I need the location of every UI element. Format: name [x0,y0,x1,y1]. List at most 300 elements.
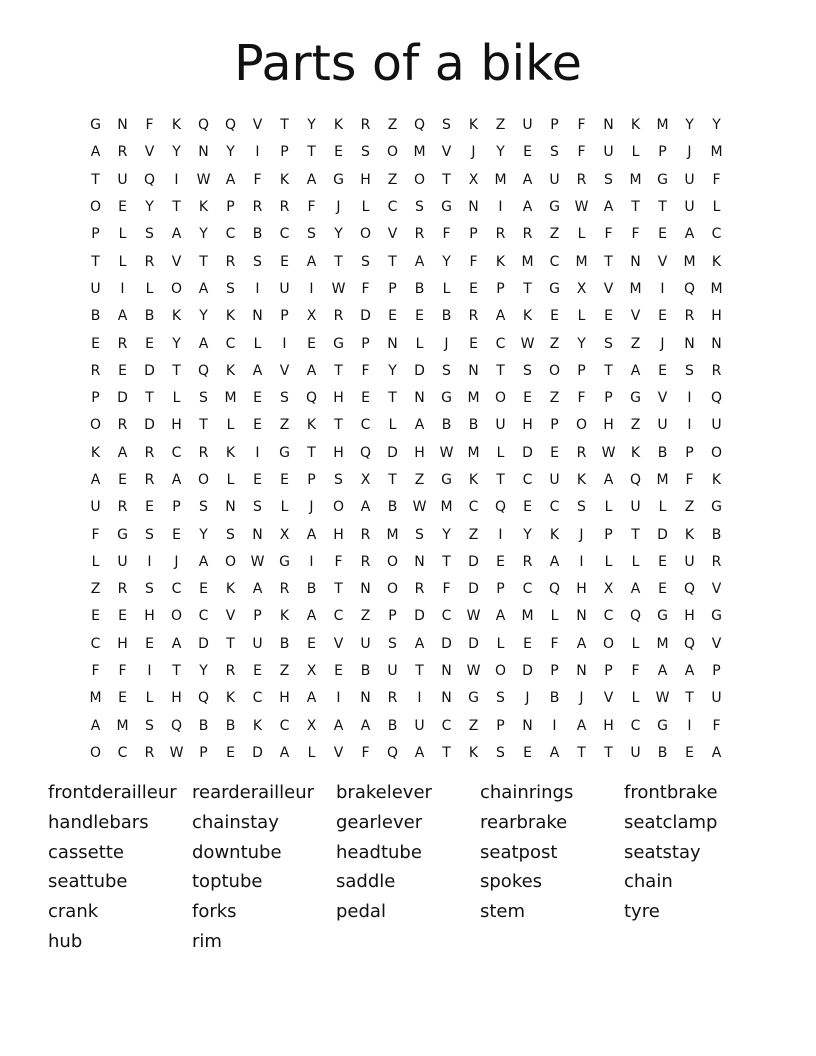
grid-letter: F [361,280,370,297]
grid-letter: E [118,362,127,379]
grid-letter: P [253,608,262,625]
grid-letter: S [334,472,343,488]
grid-letter: T [442,744,451,761]
grid-letter: I [309,553,314,570]
grid-letter: R [333,308,344,325]
grid-letter: L [442,280,451,297]
grid-letter: U [630,499,641,516]
grid-letter: H [522,417,533,434]
grid-letter: E [334,144,343,161]
grid-letter: E [172,526,181,543]
grid-letter: A [414,744,425,761]
grid-letter: Q [197,117,210,134]
grid-letter: S [496,744,505,761]
grid-letter: A [252,581,263,598]
grid-letter: N [603,117,614,134]
grid-letter: X [306,663,317,680]
grid-letter: P [91,390,100,407]
grid-letter: J [471,144,476,161]
grid-letter: Z [387,117,398,134]
grid-letter: Y [307,117,316,134]
grid-letter: V [657,390,668,407]
grid-letter: N [468,362,479,379]
grid-letter: S [226,526,235,543]
grid-letter: V [279,362,290,379]
grid-letter: A [684,663,695,680]
grid-letter: R [117,144,128,161]
grid-row [82,276,730,303]
grid-letter: X [306,308,317,325]
grid-letter: Q [305,390,318,407]
grid-letter: P [388,280,397,297]
grid-letter: Z [468,717,479,734]
grid-letter: A [522,199,533,216]
grid-letter: I [309,280,314,297]
grid-letter: E [199,581,208,598]
grid-letter: O [170,608,183,625]
grid-letter: I [147,663,152,680]
grid-letter: L [496,635,505,652]
grid-letter: A [90,717,101,734]
grid-letter: H [576,581,587,598]
grid-letter: R [117,417,128,434]
grid-letter: D [522,444,533,461]
grid-letter: U [414,717,425,734]
grid-letter: N [387,335,398,352]
grid-letter: R [711,362,722,379]
grid-letter: Y [199,663,208,680]
grid-letter: M [89,690,102,707]
grid-letter: I [687,417,692,434]
grid-letter: F [361,744,370,761]
grid-letter: D [387,444,398,461]
grid-letter: L [631,144,640,161]
grid-letter: I [282,335,287,352]
grid-letter: Y [226,144,235,161]
grid-letter: W [169,744,184,761]
grid-letter: G [333,335,344,352]
grid-letter: K [333,117,344,134]
grid-letter: E [226,744,235,761]
grid-letter: P [469,226,478,243]
grid-letter: I [498,199,503,216]
grid-letter: C [171,581,182,598]
grid-letter: K [279,171,290,188]
grid-letter: R [144,472,155,488]
grid-letter: T [199,417,208,434]
grid-letter: W [601,444,616,461]
grid-letter: M [413,144,426,161]
grid-row [82,467,730,494]
word-search-grid [82,112,730,767]
grid-letter: Q [494,499,507,516]
grid-letter: P [685,444,694,461]
grid-letter: S [307,226,316,243]
grid-letter: K [630,117,641,134]
grid-letter: L [577,308,586,325]
grid-row [82,358,730,385]
grid-letter: M [224,390,237,407]
grid-letter: U [279,280,290,297]
grid-letter: A [576,717,587,734]
grid-letter: M [521,608,534,625]
grid-letter: K [468,117,479,134]
grid-letter: T [415,663,424,680]
word-list-item: hub [48,930,83,952]
grid-letter: U [711,417,722,434]
grid-letter: F [118,663,127,680]
grid-letter: S [361,144,370,161]
grid-letter: P [280,144,289,161]
grid-letter: B [387,499,398,516]
grid-letter: A [306,526,317,543]
grid-letter: A [252,362,263,379]
grid-row [82,576,730,603]
grid-letter: J [660,335,665,352]
grid-letter: K [171,308,182,325]
grid-letter: O [224,553,237,570]
grid-letter: E [658,308,667,325]
grid-letter: E [253,663,262,680]
grid-letter: H [711,308,722,325]
grid-letter: I [255,144,260,161]
grid-letter: B [711,526,722,543]
grid-letter: Q [359,444,372,461]
grid-letter: T [307,444,316,461]
grid-letter: R [414,226,425,243]
grid-letter: B [279,635,290,652]
grid-letter: V [441,144,452,161]
grid-letter: V [711,635,722,652]
grid-letter: T [685,690,694,707]
grid-letter: G [657,608,668,625]
grid-letter: S [685,362,694,379]
grid-letter: B [225,717,236,734]
grid-letter: B [549,690,560,707]
grid-letter: E [550,308,559,325]
grid-row [82,603,730,630]
grid-letter: L [388,417,397,434]
grid-letter: D [414,362,425,379]
grid-letter: E [253,417,262,434]
word-list-item: rearderailleur [192,782,315,803]
grid-letter: R [198,444,209,461]
grid-letter: C [225,335,236,352]
grid-letter: C [603,608,614,625]
grid-letter: C [468,499,479,516]
grid-letter: G [441,390,452,407]
grid-letter: R [522,226,533,243]
grid-letter: L [145,690,154,707]
grid-letter: S [145,526,154,543]
word-list-item: tyre [624,901,660,923]
grid-letter: E [145,335,154,352]
grid-letter: S [145,717,154,734]
grid-letter: Z [684,499,695,516]
grid-letter: V [387,226,398,243]
grid-letter: F [577,117,586,134]
grid-letter: Q [548,581,561,598]
grid-letter: D [468,553,479,570]
grid-letter: I [579,553,584,570]
grid-letter: U [684,553,695,570]
grid-letter: U [117,553,128,570]
grid-row [82,167,730,194]
grid-letter: R [576,171,587,188]
grid-letter: Q [629,472,642,488]
grid-letter: H [333,390,344,407]
grid-letter: M [629,171,642,188]
grid-letter: S [199,390,208,407]
grid-letter: A [414,635,425,652]
grid-letter: B [441,308,452,325]
grid-letter: O [548,362,561,379]
grid-letter: H [171,690,182,707]
grid-letter: K [468,744,479,761]
grid-letter: H [360,171,371,188]
grid-letter: C [522,472,533,488]
grid-letter: G [333,171,344,188]
grid-letter: I [147,553,152,570]
grid-letter: Q [197,362,210,379]
grid-letter: L [550,608,559,625]
grid-letter: E [658,553,667,570]
word-list [48,778,768,957]
grid-row [82,303,730,330]
grid-letter: S [361,253,370,270]
grid-letter: L [361,199,370,216]
grid-letter: L [91,553,100,570]
grid-row [82,685,730,712]
grid-letter: W [574,199,589,216]
grid-letter: G [441,472,452,488]
grid-letter: A [333,717,344,734]
grid-letter: D [468,635,479,652]
grid-letter: T [604,253,613,270]
grid-letter: H [333,526,344,543]
grid-letter: E [118,608,127,625]
grid-letter: P [91,226,100,243]
grid-letter: E [361,390,370,407]
grid-row [82,658,730,685]
grid-letter: A [171,472,182,488]
grid-letter: C [387,199,398,216]
grid-letter: T [91,171,100,188]
grid-letter: H [414,444,425,461]
grid-letter: S [577,499,586,516]
grid-letter: A [171,635,182,652]
grid-letter: E [280,253,289,270]
grid-letter: P [658,144,667,161]
grid-letter: E [334,663,343,680]
page-title: Parts of a bike [234,35,582,92]
grid-letter: I [687,717,692,734]
grid-letter: U [630,744,641,761]
grid-letter: T [388,472,397,488]
grid-letter: D [441,635,452,652]
grid-letter: L [118,226,127,243]
grid-letter: K [225,362,236,379]
grid-letter: J [525,690,530,707]
grid-letter: E [91,335,100,352]
grid-letter: C [549,253,560,270]
grid-letter: L [253,335,262,352]
grid-row [82,631,730,658]
grid-row [82,330,730,357]
grid-letter: C [522,581,533,598]
grid-letter: Z [549,335,560,352]
grid-letter: E [118,199,127,216]
grid-letter: T [577,744,586,761]
grid-letter: L [631,690,640,707]
grid-letter: D [144,417,155,434]
grid-letter: L [604,499,613,516]
grid-letter: A [198,335,209,352]
grid-letter: U [117,171,128,188]
grid-letter: S [253,253,262,270]
grid-letter: U [684,199,695,216]
grid-letter: K [279,608,290,625]
grid-letter: M [683,253,696,270]
grid-letter: B [468,417,479,434]
grid-letter: R [117,335,128,352]
grid-letter: C [495,335,506,352]
grid-letter: Y [172,144,181,161]
grid-letter: J [444,335,449,352]
grid-letter: U [360,635,371,652]
word-list-item: seattube [48,871,128,893]
grid-letter: P [307,472,316,488]
grid-letter: M [521,253,534,270]
grid-letter: K [549,526,560,543]
grid-letter: R [414,581,425,598]
grid-letter: C [252,690,263,707]
grid-letter: A [522,171,533,188]
grid-letter: E [523,744,532,761]
grid-letter: M [710,144,723,161]
grid-letter: T [496,472,505,488]
grid-letter: L [631,635,640,652]
grid-letter: O [89,744,102,761]
grid-letter: Y [145,199,154,216]
grid-letter: A [603,199,614,216]
grid-letter: P [496,581,505,598]
grid-letter: P [226,199,235,216]
grid-letter: S [226,280,235,297]
grid-letter: F [712,717,721,734]
grid-letter: G [711,499,722,516]
grid-letter: Q [197,690,210,707]
grid-letter: Q [143,171,156,188]
grid-letter: U [90,499,101,516]
grid-row [82,549,730,576]
grid-letter: C [117,744,128,761]
grid-letter: T [658,199,667,216]
grid-letter: T [172,663,181,680]
grid-letter: F [361,362,370,379]
grid-letter: A [198,280,209,297]
grid-letter: E [280,472,289,488]
grid-letter: A [306,362,317,379]
grid-letter: O [386,553,399,570]
grid-letter: V [630,308,641,325]
grid-letter: M [710,280,723,297]
grid-letter: S [253,499,262,516]
grid-letter: W [331,280,346,297]
grid-letter: S [145,581,154,598]
grid-letter: W [412,499,427,516]
grid-letter: K [90,444,101,461]
grid-letter: F [145,117,154,134]
grid-letter: I [255,444,260,461]
grid-letter: N [576,608,587,625]
grid-letter: S [496,690,505,707]
grid-letter: G [549,199,560,216]
word-list-item: seatpost [480,841,558,863]
grid-letter: A [549,744,560,761]
grid-letter: O [332,499,345,516]
grid-letter: A [279,744,290,761]
grid-letter: I [417,690,422,707]
grid-letter: M [575,253,588,270]
grid-letter: N [360,690,371,707]
grid-letter: Q [629,608,642,625]
grid-letter: N [360,581,371,598]
grid-letter: S [415,526,424,543]
grid-letter: E [118,690,127,707]
grid-letter: D [657,526,668,543]
grid-letter: G [711,608,722,625]
grid-letter: Z [468,526,479,543]
grid-letter: N [225,499,236,516]
grid-letter: W [520,335,535,352]
grid-letter: C [333,608,344,625]
grid-letter: O [89,417,102,434]
grid-letter: Y [523,526,532,543]
grid-letter: N [630,253,641,270]
grid-letter: E [91,608,100,625]
grid-letter: F [712,171,721,188]
grid-letter: E [307,635,316,652]
grid-letter: P [577,362,586,379]
grid-letter: V [171,253,182,270]
grid-letter: K [522,308,533,325]
grid-letter: K [495,253,506,270]
word-list-item: frontderailleur [48,782,177,803]
grid-row [82,412,730,439]
grid-letter: H [171,417,182,434]
grid-letter: Z [387,171,398,188]
grid-letter: Q [710,390,723,407]
grid-letter: F [577,390,586,407]
grid-letter: W [655,690,670,707]
grid-letter: B [441,417,452,434]
word-list-item: forks [192,901,237,923]
grid-letter: L [118,253,127,270]
grid-letter: E [307,335,316,352]
grid-letter: J [309,499,314,516]
grid-letter: E [550,444,559,461]
grid-letter: U [684,171,695,188]
grid-letter: D [414,608,425,625]
word-list-item: saddle [336,871,396,893]
grid-letter: U [711,690,722,707]
grid-letter: P [496,717,505,734]
grid-letter: S [604,171,613,188]
grid-letter: M [656,472,669,488]
grid-letter: V [225,608,236,625]
grid-letter: F [91,663,100,680]
